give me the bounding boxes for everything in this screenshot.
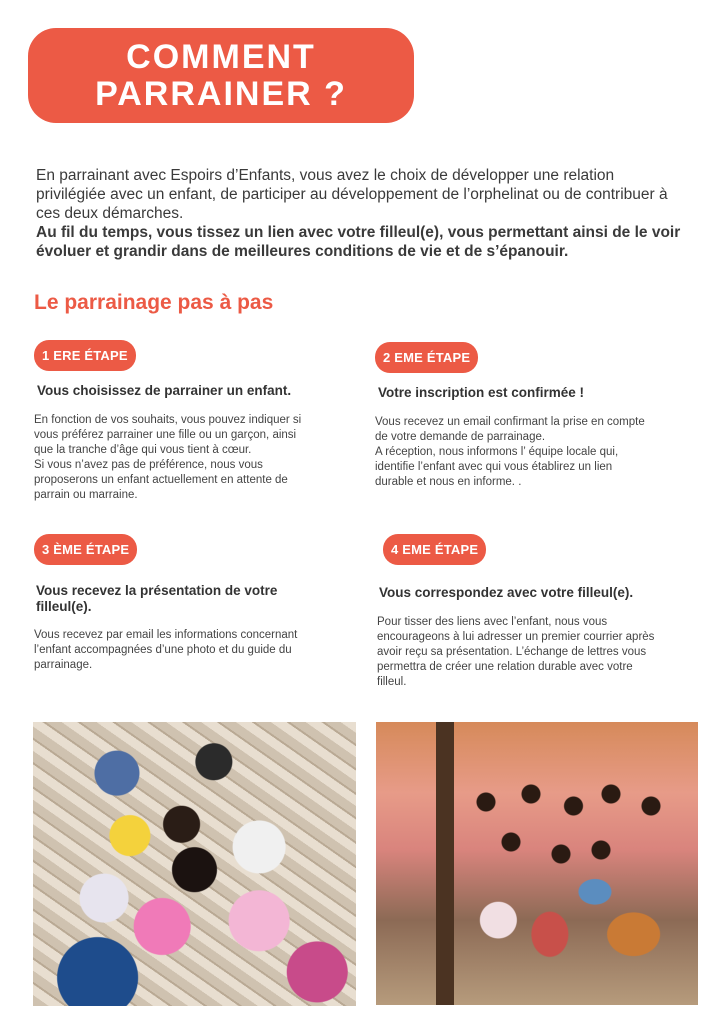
step-2-line: durable et nous en informe. . bbox=[375, 476, 522, 488]
step-4 bbox=[377, 534, 697, 690]
step-2-line: A réception, nous informons l’ équipe locale qui, bbox=[375, 446, 619, 458]
page-title-line2: PARRAINER ? bbox=[95, 74, 347, 113]
step-1 bbox=[34, 340, 354, 503]
step-2-heading: Votre inscription est confirmée ! bbox=[378, 385, 585, 400]
speech-bubble-tail bbox=[392, 96, 414, 120]
section-title: Le parrainage pas à pas bbox=[34, 291, 274, 314]
step-1-line: que la tranche d’âge qui vous tient à cœur. bbox=[34, 444, 252, 456]
intro-bold-paragraph: Au fil du temps, vous tissez un lien avec votre filleul(e), vous permettant ainsi de le voir évoluer et grandir dans de meilleures conditions de vie et de s’épanouir. bbox=[36, 224, 681, 260]
step-3-line: l’enfant accompagnées d’une photo et du guide du bbox=[34, 644, 292, 656]
intro-text bbox=[36, 166, 686, 261]
step-4-line: encourageons à lui adresser un premier courrier après bbox=[377, 631, 655, 643]
step-1-line: proposerons un enfant actuellement en attente de bbox=[34, 474, 288, 486]
step-3-line: Vous recevez par email les informations concernant bbox=[34, 629, 298, 641]
step-2 bbox=[375, 342, 695, 490]
step-2-text bbox=[375, 415, 695, 490]
step-4-line: Pour tisser des liens avec l’enfant, nous vous bbox=[377, 616, 608, 628]
step-3 bbox=[34, 534, 334, 673]
step-4-line: filleul. bbox=[377, 676, 407, 688]
step-1-text bbox=[34, 413, 354, 503]
step-4-badge: 4 EME ÉTAPE bbox=[383, 534, 486, 565]
page-title-banner bbox=[28, 28, 414, 123]
page-title-line1: COMMENT bbox=[126, 37, 316, 76]
step-1-line: vous préférez parrainer une fille ou un garçon, ainsi bbox=[34, 429, 297, 441]
step-1-heading: Vous choisissez de parrainer un enfant. bbox=[37, 383, 292, 398]
step-2-line: de votre demande de parrainage. bbox=[375, 431, 546, 443]
step-2-badge: 2 EME ÉTAPE bbox=[375, 342, 478, 373]
step-2-line: identifie l’enfant avec qui vous établirez un lien bbox=[375, 461, 613, 473]
photo-children-circle bbox=[33, 722, 356, 1006]
step-1-badge: 1 ERE ÉTAPE bbox=[34, 340, 136, 371]
step-3-badge: 3 ÈME ÉTAPE bbox=[34, 534, 137, 565]
step-1-line: parrain ou marraine. bbox=[34, 489, 138, 501]
step-4-text bbox=[377, 615, 697, 690]
photo-children-figures bbox=[436, 782, 686, 982]
step-3-heading: Vous recevez la présentation de votre filleul(e). bbox=[36, 583, 278, 614]
step-1-line: En fonction de vos souhaits, vous pouvez indiquer si bbox=[34, 414, 302, 426]
intro-paragraph: En parrainant avec Espoirs d’Enfants, vous avez le choix de développer une relation privilégiée avec un enfant, de participer au développement de l’orphelinat ou de contribuer à ces deux démarches. bbox=[36, 167, 668, 222]
step-3-text bbox=[34, 628, 334, 673]
step-1-line: Si vous n’avez pas de préférence, nous vous bbox=[34, 459, 263, 471]
photo-children-group bbox=[376, 722, 698, 1005]
step-4-line: avoir reçu sa présentation. L’échange de lettres vous bbox=[377, 646, 647, 658]
step-4-heading: Vous correspondez avec votre filleul(e). bbox=[379, 585, 634, 600]
step-4-line: permettra de créer une relation durable avec votre bbox=[377, 661, 633, 673]
step-2-line: Vous recevez un email confirmant la prise en compte bbox=[375, 416, 645, 428]
step-3-line: parrainage. bbox=[34, 659, 93, 671]
